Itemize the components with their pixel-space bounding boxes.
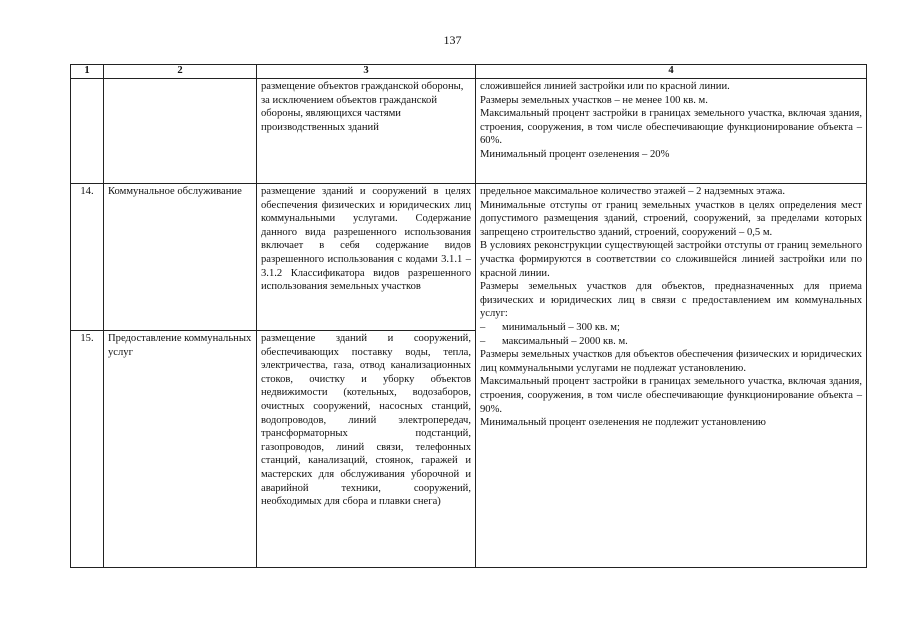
row15-description: размещение зданий и сооружений, обеспечивающих поставку воды, тепла, электричества, газа, отвод канализационных стоков, очистку и уборку объектов недвижимости (котельных, водозаборов, очистных сооружений, насосных станций, водопроводов, линий электропередач, трансформаторных подстанций, газопроводов, линий связи, телефонных станций, канализаций, стоянок, гаражей и мастерских для обслуживания уборочной и аварийной техники, сооружений, необходимых для сбора и плавки снега) — [257, 331, 476, 568]
cont-name-cell — [104, 79, 257, 184]
header-col-2: 2 — [104, 65, 257, 79]
header-col-1: 1 — [71, 65, 104, 79]
dash-bullet: – — [480, 335, 486, 347]
param-min-greening: Минимальный процент озеленения не подлежит установлению — [480, 417, 766, 429]
cont-param-line: Минимальный процент озеленения – 20% — [480, 148, 670, 160]
cont-param-line: сложившейся линией застройки или по красной линии. — [480, 81, 730, 92]
param-max-coverage: Максимальный процент застройки в границах земельного участка, включая здания, строения, сооружения, в том числе обеспечивающие функционирование объекта – 90%. — [480, 376, 862, 415]
table-row-14 — [71, 184, 867, 331]
param-max-floors: предельное максимальное количество этажей – 2 надземных этажа. — [480, 186, 785, 197]
param-min-setbacks: Минимальные отступы от границ земельных участков в целях определения мест допустимого размещения зданий, строений, сооружений, за пределами которых запрещено строительство зданий, строений, сооружений – 0,5 м. — [480, 199, 862, 238]
list-item-min — [480, 321, 862, 335]
cont-param-line: Максимальный процент застройки в границах земельного участка, включая здания, строения, сооружения, в том числе обеспечивающие функционирование объекта – 60%. — [480, 108, 862, 147]
header-col-3: 3 — [257, 65, 476, 79]
max-size-text: максимальный – 2000 кв. м. — [502, 335, 628, 347]
row14-description: размещение зданий и сооружений в целях обеспечения физических и юридических лиц коммунальными услугами. Содержание данного вида разрешенного использования включает в себя содержание видов разрешенного использования с кодами 3.1.1 – 3.1.2 Классификатора видов разрешенного использования земельных участков — [257, 184, 476, 331]
cont-param-line: Размеры земельных участков – не менее 100 кв. м. — [480, 94, 708, 106]
row14-name: Коммунальное обслуживание — [104, 184, 257, 331]
table-row-continued — [71, 79, 867, 184]
cont-num-cell — [71, 79, 104, 184]
row15-name: Предоставление коммунальных услуг — [104, 331, 257, 568]
table-header-row — [71, 65, 867, 79]
header-col-4: 4 — [476, 65, 867, 79]
param-utility-plots: Размеры земельных участков для объектов обеспечения физических и юридических лиц коммунальными услугами не подлежат установлению. — [480, 349, 862, 374]
cont-desc-cell: размещение объектов гражданской обороны, за исключением объектов гражданской обороны, являющихся частями производственных зданий — [257, 79, 476, 184]
min-size-text: минимальный – 300 кв. м; — [502, 321, 620, 333]
merged-params-cell — [476, 184, 867, 568]
row14-number: 14. — [71, 184, 104, 331]
cont-params-cell — [476, 79, 867, 184]
param-plot-sizes: Размеры земельных участков для объектов, предназначенных для приема физических и юридических лиц в связи с предоставлением им коммунальных услуг: — [480, 281, 862, 320]
list-item-max — [480, 335, 862, 349]
dash-bullet: – — [480, 321, 486, 333]
regulations-table — [70, 64, 867, 568]
page-number: 137 — [443, 33, 462, 47]
param-reconstruction: В условиях реконструкции существующей застройки отступы от границ земельного участка формируются в соответствии со сложившейся линией застройки или по красной линии. — [480, 240, 862, 279]
row15-number: 15. — [71, 331, 104, 568]
